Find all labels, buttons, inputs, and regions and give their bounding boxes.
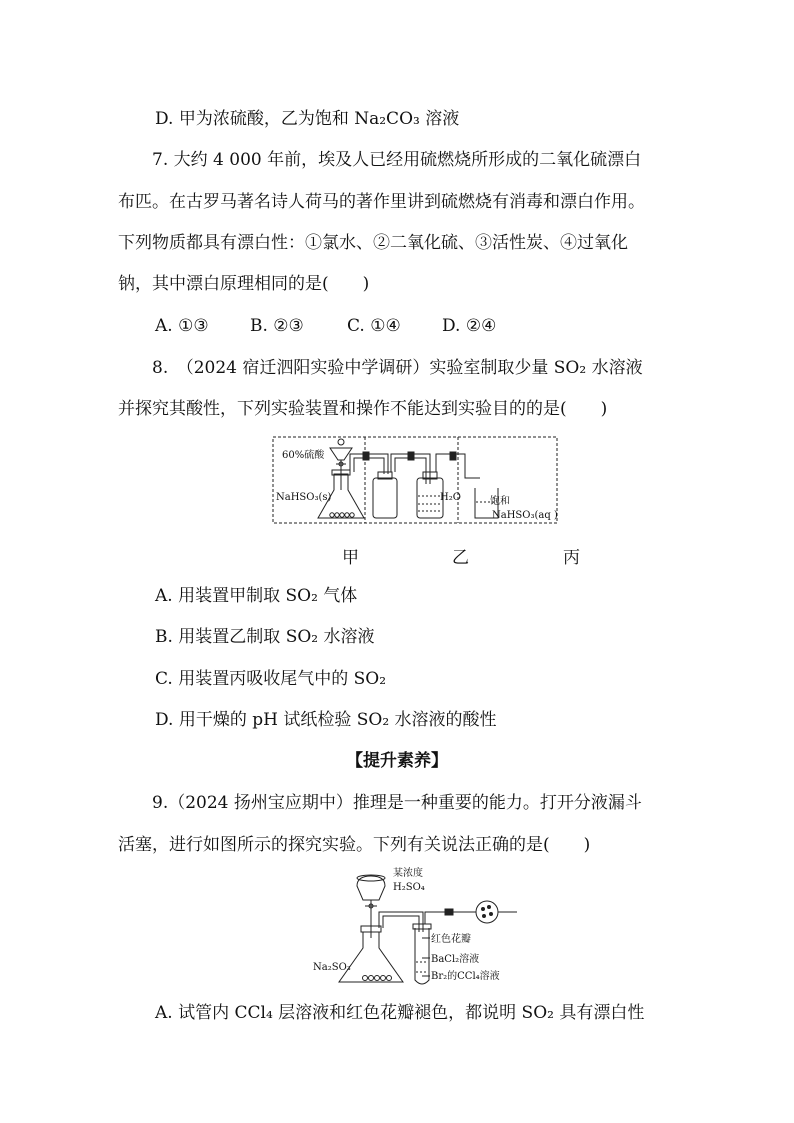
label-br2-ccl4: Br₂的CCl₄溶液 [431, 971, 500, 982]
q9-apparatus-figure [305, 866, 525, 990]
label-na2so3: Na₂SO₃ [313, 962, 351, 973]
q7-stem-line-2: 布匹。在古罗马著名诗人荷马的著作里讲到硫燃烧有消毒和漂白作用。 [118, 192, 645, 212]
q6-option-d: D. 甲为浓硫酸，乙为饱和 Na₂CO₃ 溶液 [155, 109, 460, 129]
label-bacl2: BaCl₂溶液 [431, 954, 480, 965]
drying-tube-bulb [476, 901, 498, 923]
q8-option-b: B. 用装置乙制取 SO₂ 水溶液 [155, 627, 375, 647]
q7-stem-line-1: 7. 大约 4 000 年前，埃及人已经用硫燃烧所形成的二氧化硫漂白 [152, 150, 642, 170]
q9-stem-line-1: 9.（2024 扬州宝应期中）推理是一种重要的能力。打开分液漏斗 [152, 793, 642, 813]
q9-option-a: A. 试管内 CCl₄ 层溶液和红色花瓣褪色，都说明 SO₂ 具有漂白性 [155, 1003, 645, 1023]
section-heading: 【提升素养】 [346, 751, 448, 771]
q8-stem-line-1: 8. （2024 宿迁泗阳实验中学调研）实验室制取少量 SO₂ 水溶液 [152, 358, 643, 378]
label-nahso3-aq: NaHSO₃(aq ) [492, 510, 558, 521]
gas-bottle-empty [373, 478, 397, 518]
q7-option-c: C. ①④ [347, 316, 401, 336]
label-acid: 60%硫酸 [282, 450, 325, 461]
label-red-petal: 红色花瓣 [431, 934, 471, 945]
q8-option-d: D. 用干燥的 pH 试纸检验 SO₂ 水溶液的酸性 [155, 710, 497, 730]
label-h2so4: H₂SO₄ [393, 882, 425, 893]
q8-option-a: A. 用装置甲制取 SO₂ 气体 [155, 586, 358, 606]
label-solid: NaHSO₃(s) [276, 492, 332, 503]
q8-stem-line-2: 并探究其酸性，下列实验装置和操作不能达到实验目的的是( ) [118, 399, 608, 419]
q7-stem-line-4: 钠，其中漂白原理相同的是( ) [118, 274, 370, 294]
caption-bing: 丙 [563, 548, 580, 568]
conical-flask [339, 932, 403, 982]
caption-yi: 乙 [452, 548, 469, 568]
separatory-funnel [330, 448, 352, 460]
q8-apparatus-figure [270, 434, 560, 526]
q8-option-c: C. 用装置丙吸收尾气中的 SO₂ [155, 669, 387, 689]
q7-stem-line-3: 下列物质都具有漂白性：①氯水、②二氧化硫、③活性炭、④过氧化 [118, 233, 628, 253]
q7-option-a: A. ①③ [155, 316, 209, 336]
label-saturated: 饱和 [490, 496, 510, 507]
q7-option-d: D. ②④ [442, 316, 497, 336]
q9-stem-line-2: 活塞，进行如图所示的探究实验。下列有关说法正确的是( ) [118, 835, 591, 855]
caption-jia: 甲 [342, 548, 359, 568]
separatory-funnel [357, 876, 385, 900]
label-water: H₂O [440, 492, 461, 503]
label-concentration: 某浓度 [393, 868, 423, 879]
q7-option-b: B. ②③ [250, 316, 304, 336]
